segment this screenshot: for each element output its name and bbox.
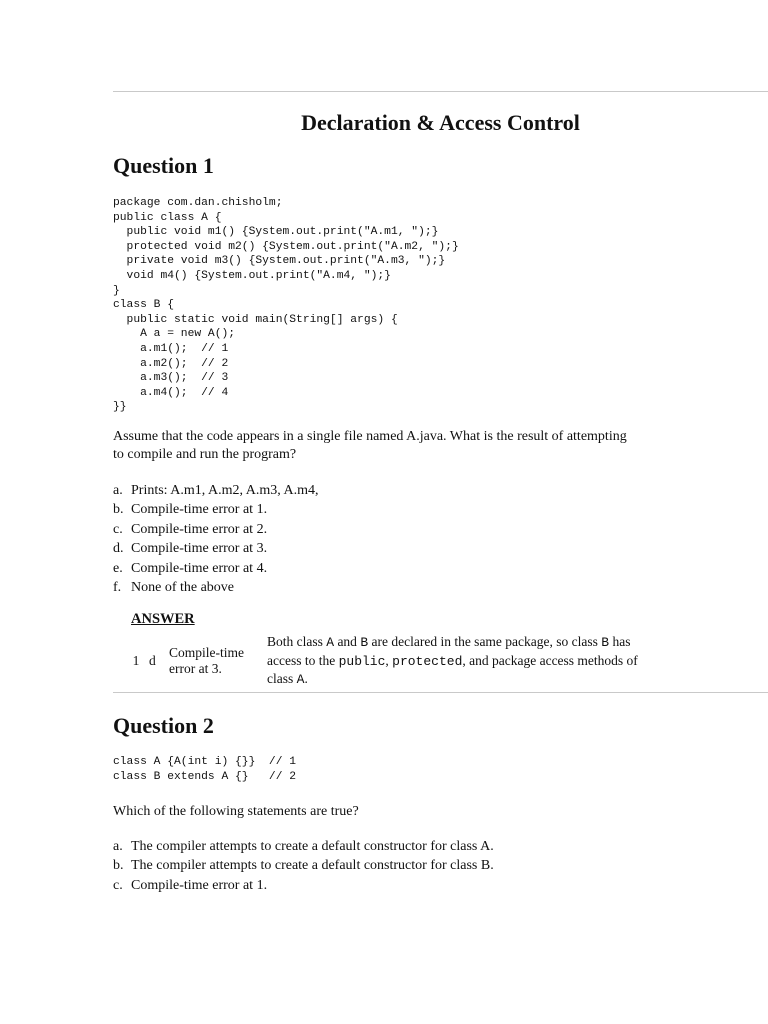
option-text: Compile-time error at 3. — [131, 541, 268, 557]
answer-explanation — [265, 633, 650, 689]
question-1-heading: Question 1 — [113, 153, 214, 178]
question-2-prompt: Which of the following statements are true? — [113, 804, 359, 819]
option-item — [113, 856, 494, 875]
option-text: Compile-time error at 1. — [131, 502, 268, 518]
explanation-code: A — [296, 672, 305, 687]
explanation-text: , — [385, 652, 393, 668]
option-item — [113, 876, 494, 895]
option-letter: d. — [113, 541, 124, 557]
option-item — [113, 559, 318, 578]
answer-text: Compile-time error at 3. — [169, 644, 244, 676]
answer-letter: d — [149, 653, 156, 668]
explanation-text: , and package access methods of class — [267, 652, 638, 686]
option-letter: b. — [113, 858, 124, 874]
explanation-text: . — [304, 671, 308, 686]
option-letter: b. — [113, 502, 124, 518]
option-letter: c. — [113, 877, 123, 893]
option-text: None of the above — [131, 579, 235, 595]
question-2-heading: Question 2 — [113, 713, 214, 738]
explanation-text: has access to the — [267, 634, 631, 668]
question-1-prompt: Assume that the code appears in a single file named A.java. What is the result of attempting to compile and run the program? — [113, 429, 627, 462]
option-letter: a. — [113, 483, 123, 498]
option-text: Compile-time error at 2. — [131, 521, 268, 537]
option-letter: e. — [113, 560, 123, 576]
explanation-code: protected — [392, 653, 463, 669]
explanation-text: Both class — [267, 634, 327, 649]
option-text: Compile-time error at 1. — [131, 877, 268, 893]
option-letter: a. — [113, 839, 123, 854]
option-text: Prints: A.m1, A.m2, A.m3, A.m4, — [131, 483, 319, 498]
answer-table — [126, 633, 650, 689]
top-divider — [113, 91, 768, 92]
option-text: The compiler attempts to create a default constructor for class B. — [131, 858, 494, 874]
option-item — [113, 520, 318, 539]
option-text: Compile-time error at 4. — [131, 560, 268, 576]
option-item — [113, 837, 494, 856]
option-letter: f. — [113, 579, 122, 595]
answer-number: 1 — [132, 653, 140, 668]
option-item — [113, 481, 318, 500]
question-1-code-block: package com.dan.chisholm; public class A { public void m1() {System.out.print("A.m1, ");} protected void m2() {System.out.print("A.m2, ");} private void m3() {System.out.print("A.m3, ");} void m4() {System.out.print("A.m4, ");} } class B { public static void main(String[] args) { A a = new A(); a.m1(); // 1 a.m2(); // 2 a.m3(); // 3 a.m4(); // 4 }} — [113, 197, 459, 414]
explanation-code: A — [326, 635, 335, 650]
option-item — [113, 500, 318, 519]
answer-row — [126, 633, 650, 689]
explanation-code: B — [360, 635, 369, 650]
option-text: The compiler attempts to create a default constructor for class A. — [131, 839, 494, 854]
answer-label: ANSWER — [131, 611, 195, 627]
question-2-options — [113, 837, 494, 895]
option-item — [113, 578, 318, 597]
explanation-text: are declared in the same package, so class — [368, 634, 602, 649]
question-1-options — [113, 481, 318, 597]
option-item — [113, 539, 318, 558]
section-divider — [113, 692, 768, 693]
page-title: Declaration & Access Control — [301, 110, 580, 135]
explanation-text: and — [334, 634, 361, 649]
option-letter: c. — [113, 521, 123, 537]
explanation-code: public — [338, 653, 386, 669]
question-2-code-block: class A {A(int i) {}} // 1 class B extends A {} // 2 — [113, 756, 297, 783]
explanation-code: B — [601, 635, 610, 650]
